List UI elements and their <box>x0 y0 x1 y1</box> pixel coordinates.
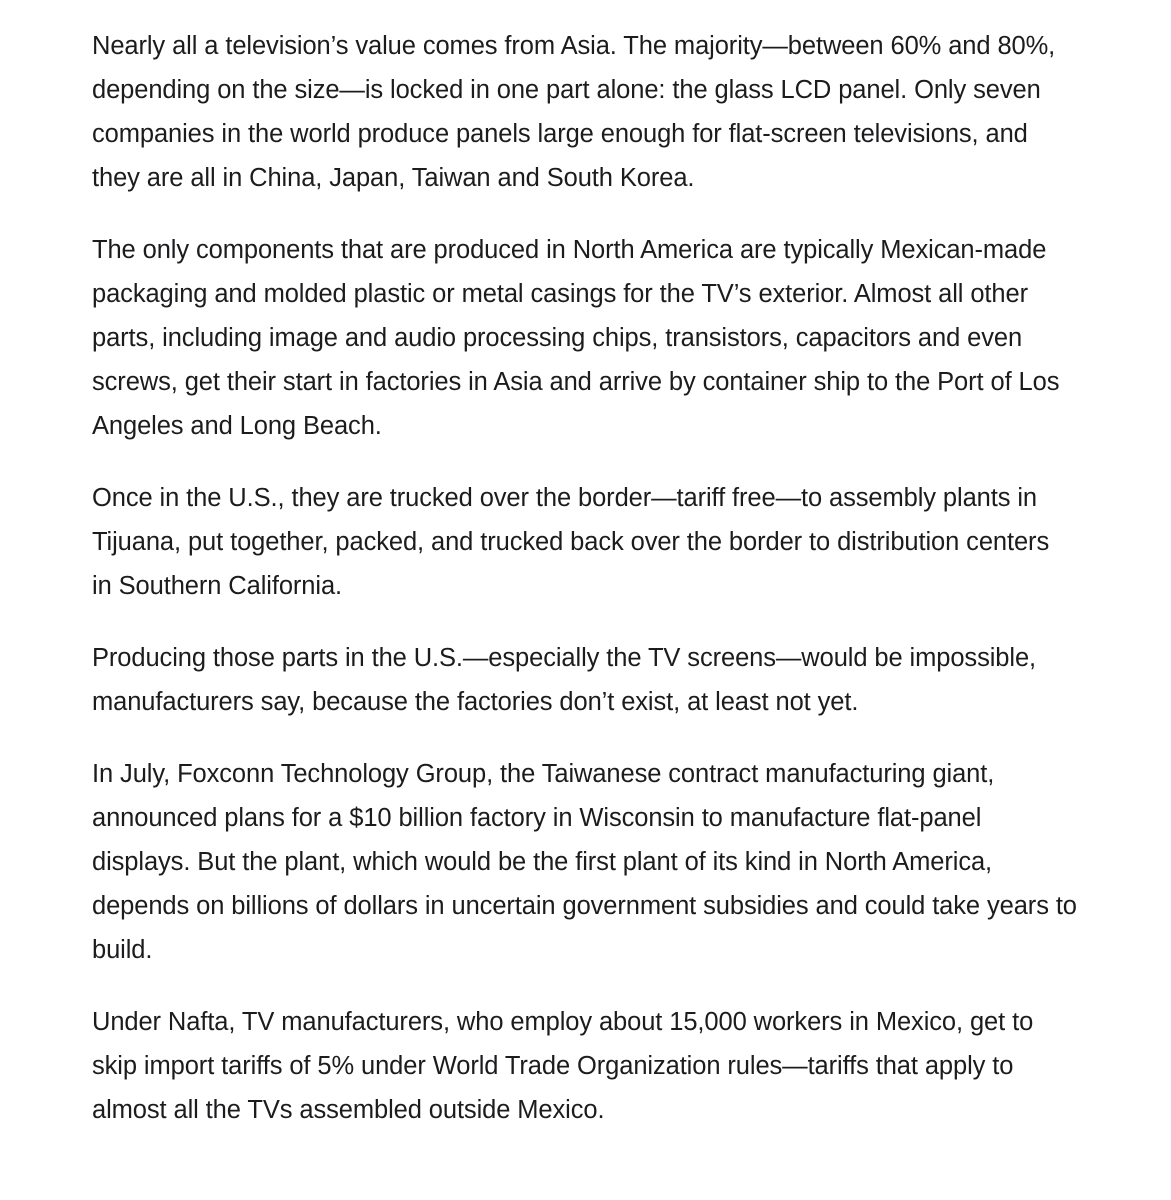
paragraph-north-america-components: The only components that are produced in North America are typically Mexican-made packaging and molded plastic or metal casings for the TV’s exterior. Almost all other parts, including image and audio processing chips, transistors, capacitors and even screws, get their start in factories in Asia and arrive by container ship to the Port of Los Angeles and Long Beach. <box>92 236 1060 440</box>
paragraph-border-trucking: Once in the U.S., they are trucked over the border—tariff free—to assembly plants in Tijuana, put together, packed, and trucked back over the border to distribution centers in Southern California. <box>92 484 1050 600</box>
paragraph-producing-parts: Producing those parts in the U.S.—especially the TV screens—would be impossible, manufacturers say, because the factories don’t exist, at least not yet. <box>92 644 1037 716</box>
paragraph-asia-value: Nearly all a television’s value comes from Asia. The majority—between 60% and 80%, depending on the size—is locked in one part alone: the glass LCD panel. Only seven companies in the world produce panels large enough for flat-screen televisions, and they are all in China, Japan, Taiwan and South Korea. <box>92 32 1056 192</box>
paragraph-foxconn: In July, Foxconn Technology Group, the Taiwanese contract manufacturing giant, announced plans for a $10 billion factory in Wisconsin to manufacture flat-panel displays. But the plant, which would be the first plant of its kind in North America, depends on billions of dollars in uncertain government subsidies and could take years to build. <box>92 760 1077 964</box>
article-body <box>92 24 1092 1160</box>
paragraph-nafta-tariffs: Under Nafta, TV manufacturers, who employ about 15,000 workers in Mexico, get to skip import tariffs of 5% under World Trade Organization rules—tariffs that apply to almost all the TVs assembled outside Mexico. <box>92 1008 1034 1124</box>
